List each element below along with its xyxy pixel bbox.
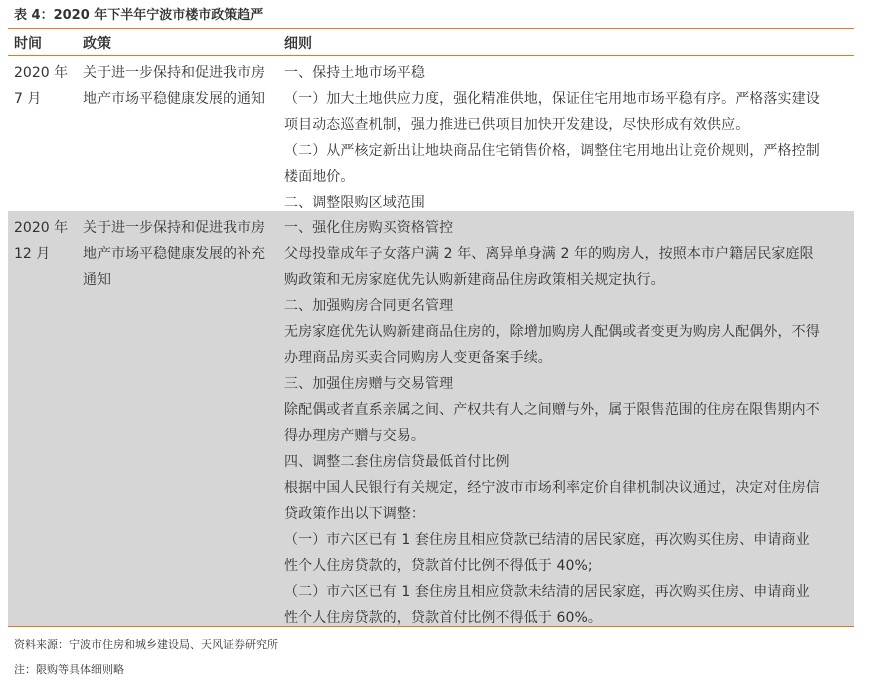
detail-line: 得办理房产赠与交易。 bbox=[284, 428, 425, 444]
header-policy: 政策 bbox=[83, 36, 111, 52]
footnote: 注：限购等具体细则略 bbox=[14, 663, 124, 676]
table-header-row bbox=[8, 28, 854, 56]
header-detail: 细则 bbox=[284, 36, 312, 52]
detail-line: （二）从严核定新出让地块商品住宅销售价格，调整住宅用地出让竞价规则，严格控制 bbox=[284, 143, 820, 159]
detail-line: 三、加强住房赠与交易管理 bbox=[284, 376, 454, 392]
detail-line: 办理商品房买卖合同购房人变更备案手续。 bbox=[284, 350, 552, 366]
row-details bbox=[284, 215, 854, 631]
table-row-2020-jul bbox=[8, 56, 854, 211]
detail-line: （一）市六区已有 1 套住房且相应贷款已结清的居民家庭，再次购买住房、申请商业 bbox=[284, 532, 810, 548]
detail-line: 性个人住房贷款的，贷款首付比例不得低于 40%; bbox=[284, 558, 593, 574]
detail-line: （二）市六区已有 1 套住房且相应贷款未结清的居民家庭，再次购买住房、申请商业 bbox=[284, 584, 810, 600]
detail-line: 二、加强购房合同更名管理 bbox=[284, 298, 454, 314]
detail-line: 无房家庭优先认购新建商品住房的，除增加购房人配偶或者变更为购房人配偶外，不得 bbox=[284, 324, 820, 340]
row-time: 2020 年 12 月 bbox=[14, 220, 69, 262]
row-details bbox=[284, 60, 854, 216]
detail-line: 购政策和无房家庭优先认购新建商品住房政策相关规定执行。 bbox=[284, 272, 665, 288]
detail-line: 贷政策作出以下调整： bbox=[284, 506, 425, 522]
detail-line: 除配偶或者直系亲属之间、产权共有人之间赠与外，属于限售范围的住房在限售期内不 bbox=[284, 402, 820, 418]
detail-line: 一、强化住房购买资格管控 bbox=[284, 220, 454, 236]
detail-line: 四、调整二套住房信贷最低首付比例 bbox=[284, 454, 510, 470]
detail-line: 父母投靠成年子女落户满 2 年、离异单身满 2 年的购房人，按照本市户籍居民家庭限 bbox=[284, 246, 814, 262]
detail-line: 二、调整限购区域范围 bbox=[284, 195, 425, 211]
detail-line: 一、保持土地市场平稳 bbox=[284, 65, 425, 81]
detail-line: 根据中国人民银行有关规定，经宁波市市场利率定价自律机制决议通过，决定对住房信 bbox=[284, 480, 820, 496]
source-note: 资料来源：宁波市住房和城乡建设局、天风证券研究所 bbox=[14, 638, 278, 651]
detail-line: （一）加大土地供应力度，强化精准供地，保证住宅用地市场平稳有序。严格落实建设 bbox=[284, 91, 820, 107]
policy-table bbox=[8, 28, 854, 626]
detail-line: 项目动态巡查机制，强力推进已供项目加快开发建设，尽快形成有效供应。 bbox=[284, 117, 750, 133]
header-time: 时间 bbox=[14, 36, 42, 52]
table-caption: 表 4：2020 年下半年宁波市楼市政策趋严 bbox=[14, 8, 264, 23]
row-policy: 关于进一步保持和促进我市房地产市场平稳健康发展的补充通知 bbox=[83, 220, 265, 288]
detail-line: 性个人住房贷款的，贷款首付比例不得低于 60%。 bbox=[284, 610, 602, 626]
row-time: 2020 年 7 月 bbox=[14, 65, 69, 107]
table-bottom-rule bbox=[8, 626, 854, 627]
table-row-2020-dec bbox=[8, 211, 854, 626]
detail-line: 楼面地价。 bbox=[284, 169, 355, 185]
row-policy: 关于进一步保持和促进我市房地产市场平稳健康发展的通知 bbox=[83, 65, 265, 107]
